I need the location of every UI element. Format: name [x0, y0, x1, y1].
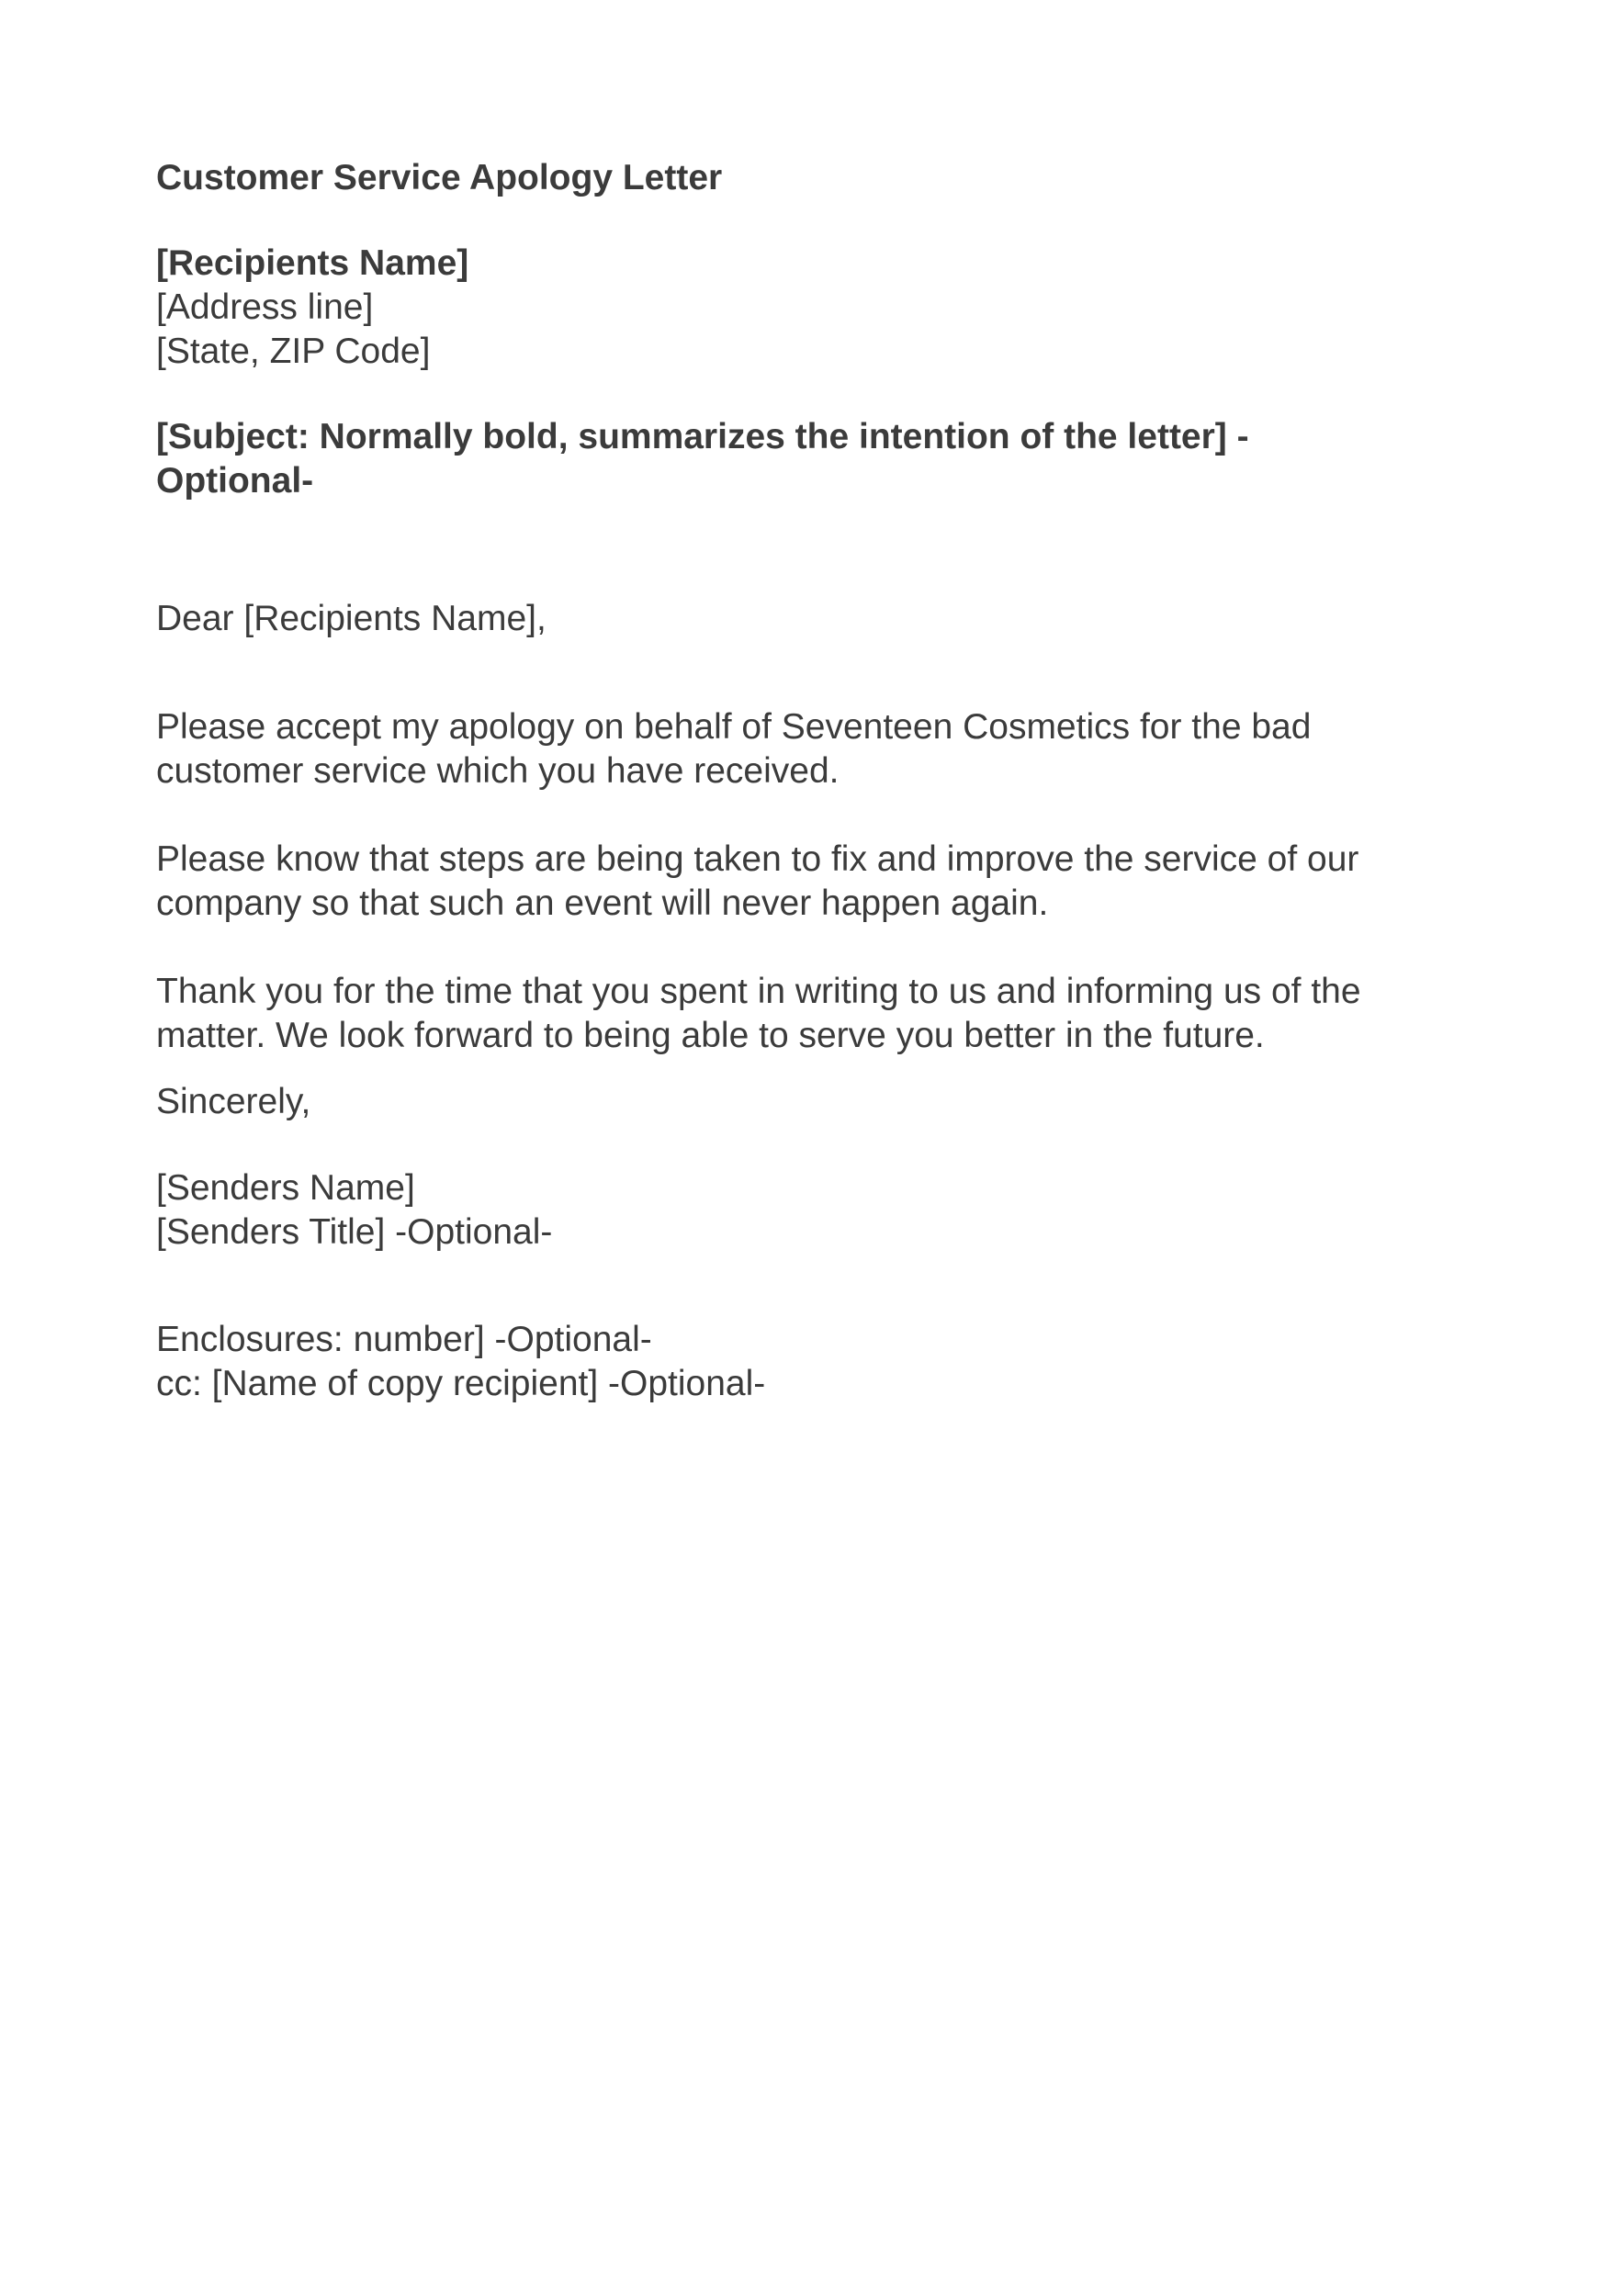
- paragraph-3-line-1: Thank you for the time that you spent in writing to us and informing us of the: [156, 972, 1361, 1011]
- sender-name: [Senders Name]: [156, 1168, 415, 1208]
- recipient-state-zip: [State, ZIP Code]: [156, 332, 431, 371]
- salutation-block: [156, 597, 1479, 641]
- subject-line-2: Optional-: [156, 461, 314, 501]
- subject-block: [156, 415, 1479, 503]
- recipient-block: [156, 242, 1479, 374]
- paragraph-1-line-2: customer service which you have received.: [156, 751, 840, 791]
- closing: Sincerely,: [156, 1082, 311, 1121]
- closing-block: [156, 1080, 1479, 1124]
- enclosures-line: Enclosures: number] -Optional-: [156, 1320, 652, 1359]
- letter-title-block: [156, 156, 1479, 200]
- sender-block: [156, 1166, 1479, 1255]
- cc-line: cc: [Name of copy recipient] -Optional-: [156, 1364, 766, 1403]
- subject-line-1: [Subject: Normally bold, summarizes the intention of the letter] -: [156, 417, 1249, 456]
- sender-title: [Senders Title] -Optional-: [156, 1212, 553, 1252]
- salutation: Dear [Recipients Name],: [156, 599, 547, 638]
- paragraph-2-line-1: Please know that steps are being taken to fix and improve the service of our: [156, 839, 1359, 879]
- paragraph-3: [156, 970, 1479, 1058]
- paragraph-1-line-1: Please accept my apology on behalf of Seventeen Cosmetics for the bad: [156, 707, 1312, 747]
- paragraph-2-line-2: company so that such an event will never happen again.: [156, 884, 1049, 923]
- letter-title: Customer Service Apology Letter: [156, 158, 723, 197]
- recipient-address-line: [Address line]: [156, 287, 374, 327]
- recipient-name: [Recipients Name]: [156, 243, 469, 283]
- paragraph-2: [156, 838, 1479, 926]
- paragraph-3-line-2: matter. We look forward to being able to serve you better in the future.: [156, 1016, 1265, 1055]
- footer-notes-block: [156, 1318, 1479, 1406]
- paragraph-1: [156, 705, 1479, 793]
